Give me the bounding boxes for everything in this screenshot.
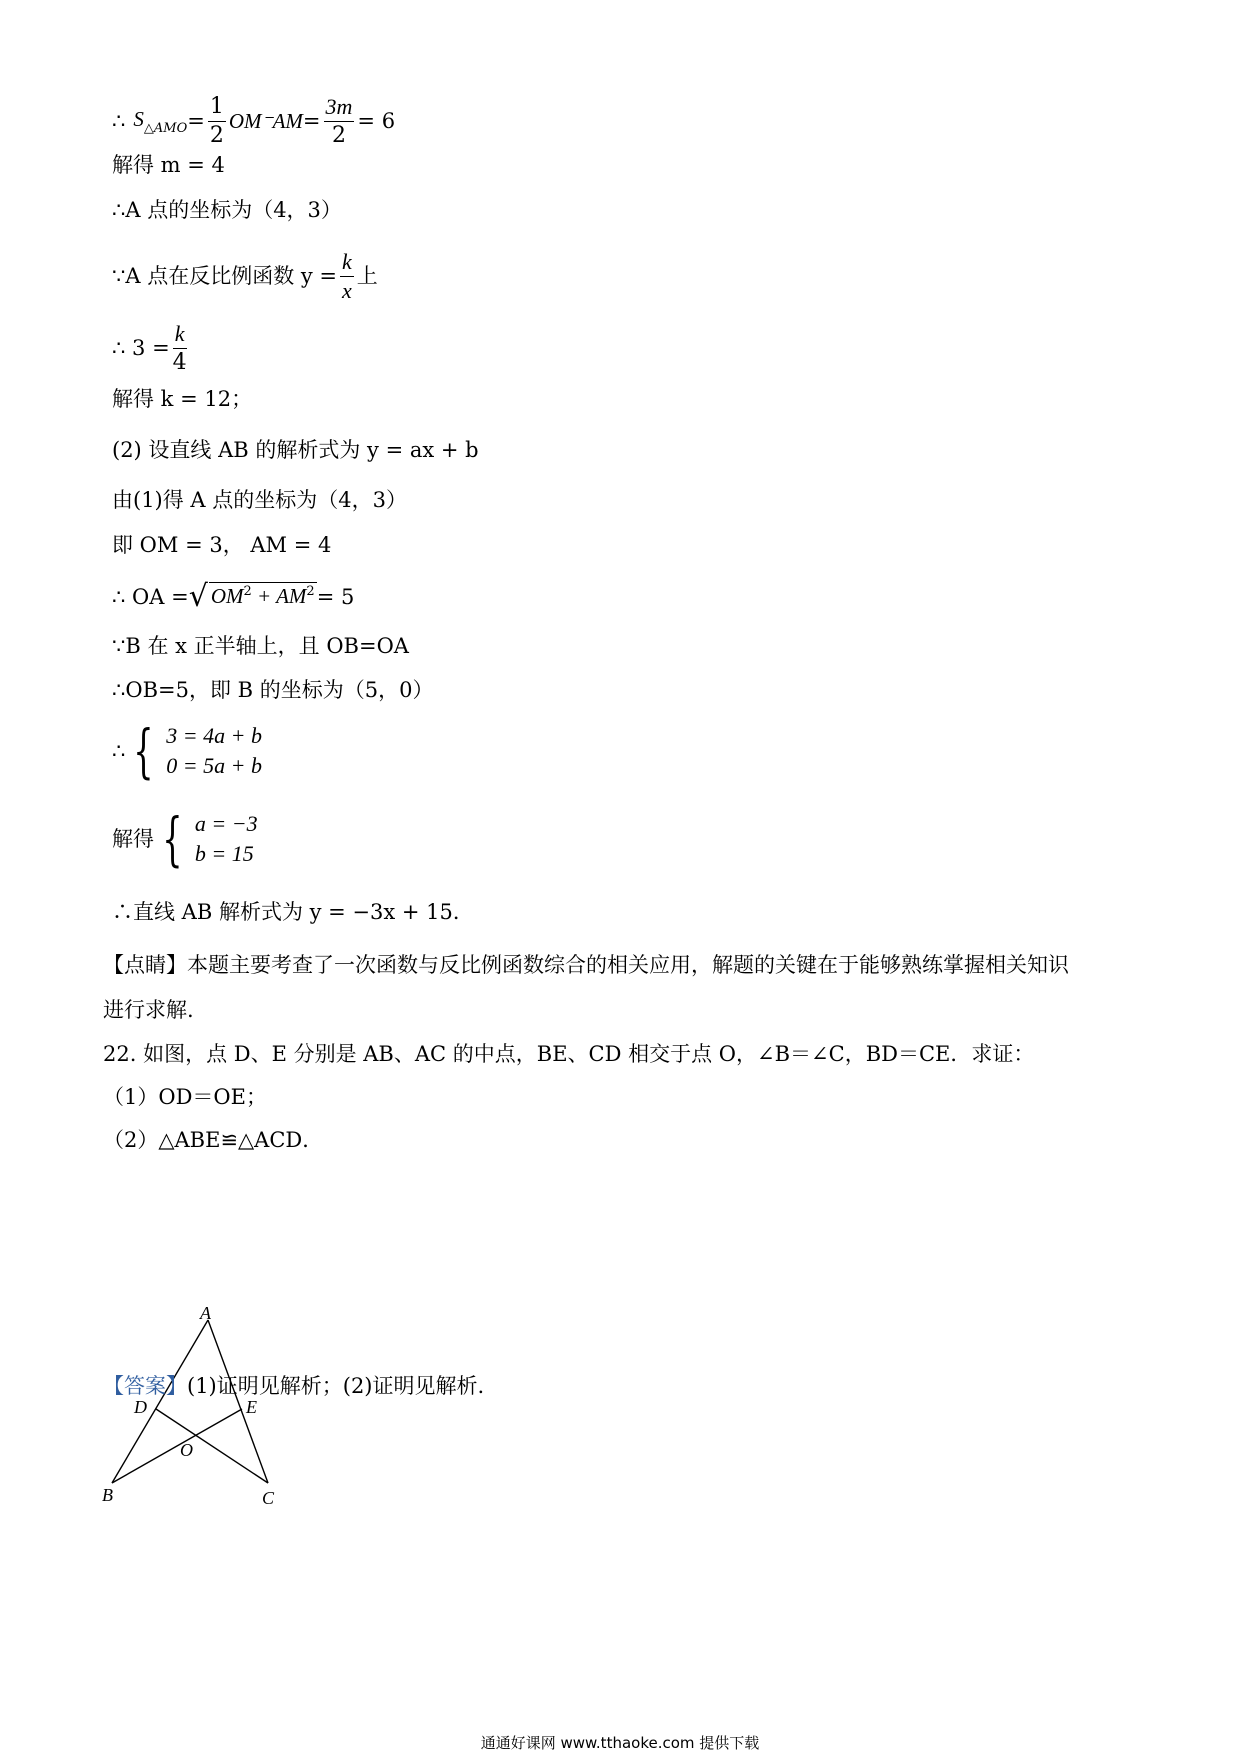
part2-setup-line: (2) 设直线 AB 的解析式为 y = ax + b <box>112 438 479 462</box>
label-d: D <box>134 1397 147 1417</box>
equation-prefix: ∴ OA = <box>112 584 189 609</box>
fraction-k-over-4 <box>173 322 187 375</box>
solution-system <box>112 805 258 873</box>
oa-sqrt-line <box>112 579 355 614</box>
equals-sign: = <box>302 109 321 134</box>
b-coords-line: ∴OB=5，即 B 的坐标为（5，0） <box>112 678 434 702</box>
result-value: = 6 <box>357 109 396 134</box>
point-a-coords-line: ∴A 点的坐标为（4，3） <box>112 198 342 222</box>
therefore-symbol: ∴ <box>112 738 126 763</box>
solve-k-line: 解得 k = 12； <box>112 387 253 411</box>
label-c: C <box>262 1488 275 1505</box>
equation-area-triangle <box>112 95 395 148</box>
answer-text: (1)证明见解析；(2)证明见解析. <box>187 1374 485 1398</box>
page-footer: 通通好课网 www.tthaoke.com 提供下载 <box>480 1734 760 1752</box>
solution-value: a = −3 <box>194 811 258 836</box>
fraction-numerator: 1 <box>208 95 226 122</box>
left-brace: { <box>162 805 183 873</box>
fraction-denominator: 2 <box>209 123 224 149</box>
from-part1-line: 由(1)得 A 点的坐标为（4，3） <box>112 488 407 512</box>
equation-system <box>112 717 262 785</box>
area-symbol: S <box>133 106 144 131</box>
exponent: 2 <box>306 584 315 599</box>
answer-tag: 【答案】 <box>103 1374 187 1398</box>
exponent: 2 <box>243 584 252 599</box>
radicand-term: + AM <box>251 584 307 608</box>
inverse-function-text: ∵A 点在反比例函数 y = <box>112 264 338 289</box>
product-expression: OM⁻AM <box>228 109 303 134</box>
system-equations <box>166 725 262 777</box>
label-b: B <box>102 1485 113 1505</box>
fraction-denominator: 4 <box>172 350 187 376</box>
segment-cd <box>156 1409 268 1483</box>
radicand-term: OM <box>210 584 244 608</box>
fraction-numerator: 3m <box>324 95 355 122</box>
fraction-numerator: k <box>340 250 354 277</box>
equals-sign: = <box>187 109 205 134</box>
triangle-figure <box>100 1305 320 1505</box>
fraction-k-over-x <box>340 250 354 303</box>
area-subscript: △AMO <box>143 120 188 136</box>
radicand <box>209 582 317 612</box>
equation-prefix: ∴ 3 = <box>112 336 170 361</box>
fraction-denominator: 2 <box>331 123 346 149</box>
radical-sign: √ <box>188 579 208 614</box>
equation-k-over-4 <box>112 322 190 375</box>
question-22-part2: （2）△ABE≌△ACD． <box>103 1128 324 1152</box>
left-brace: { <box>133 717 154 785</box>
om-am-values-line: 即 OM = 3， AM = 4 <box>112 533 332 557</box>
key-point-comment-end: 进行求解. <box>103 998 194 1022</box>
therefore-symbol: ∴ <box>112 109 126 134</box>
solution-values <box>195 813 258 865</box>
segment-ac <box>208 1320 268 1483</box>
answer-line <box>103 1376 484 1397</box>
key-point-comment: 【点睛】本题主要考查了一次函数与反比例函数综合的相关应用，解题的关键在于能够熟练掌握相关知识 <box>103 953 1069 977</box>
result-value: = 5 <box>316 584 355 609</box>
line-ab-result: ∴直线 AB 解析式为 y = −3x + 15． <box>112 900 474 924</box>
solve-m-line: 解得 m = 4 <box>112 153 225 177</box>
fraction-one-half <box>208 95 226 148</box>
fraction-3m-over-2 <box>324 95 355 148</box>
system-equation: 3 = 4a + b <box>166 723 262 748</box>
inverse-function-line <box>112 250 378 303</box>
system-equation: 0 = 5a + b <box>166 753 262 778</box>
fraction-denominator: x <box>342 278 352 304</box>
solution-value: b = 15 <box>194 841 254 866</box>
label-a: A <box>200 1305 211 1323</box>
fraction-numerator: k <box>173 322 187 349</box>
question-22-part1: （1）OD＝OE； <box>103 1085 267 1109</box>
b-on-axis-line: ∵B 在 x 正半轴上，且 OB=OA <box>112 634 409 658</box>
question-22-statement: 22. 如图，点 D、E 分别是 AB、AC 的中点，BE、CD 相交于点 O，∠B＝∠C，BD＝CE．求证： <box>103 1042 1035 1066</box>
label-o: O <box>180 1440 193 1460</box>
label-e: E <box>246 1397 257 1417</box>
segment-be <box>112 1409 242 1483</box>
square-root <box>188 579 317 614</box>
solve-label: 解得 <box>112 826 154 851</box>
inverse-function-suffix: 上 <box>356 264 378 289</box>
segment-ab <box>112 1320 208 1483</box>
